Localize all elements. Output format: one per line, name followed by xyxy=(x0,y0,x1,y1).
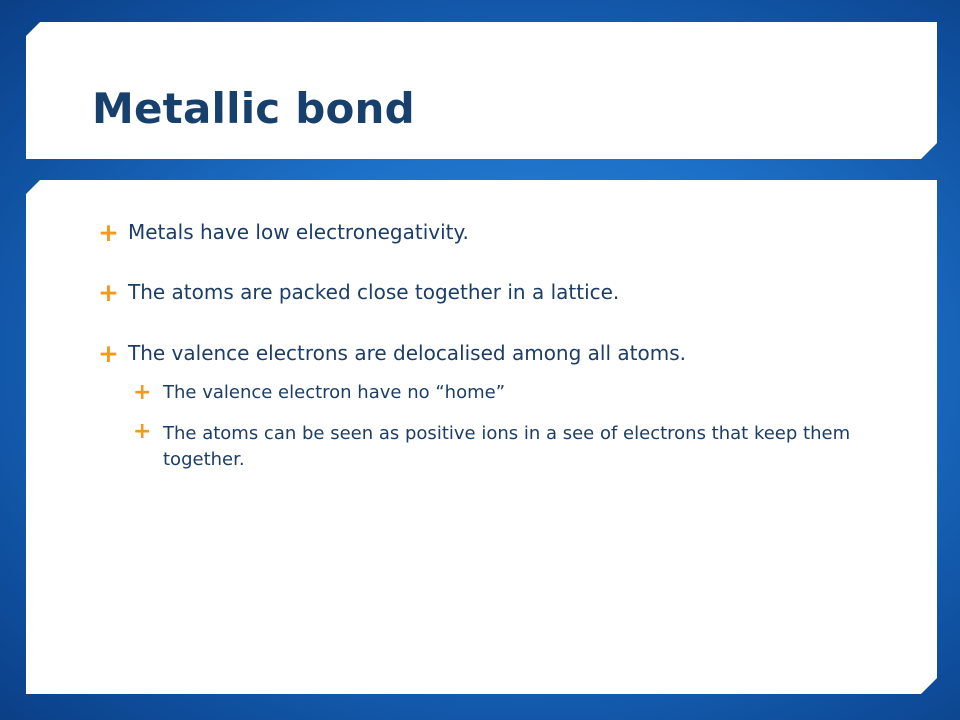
plus-icon: + xyxy=(98,218,119,247)
sub-bullet-text: The atoms can be seen as positive ions in a see of electrons that keep them together. xyxy=(163,423,851,470)
bullet-text: The atoms are packed close together in a lattice. xyxy=(128,280,620,304)
sub-bullet-item xyxy=(133,380,506,405)
slide-title: Metallic bond xyxy=(92,84,415,133)
bullet-item xyxy=(98,339,686,368)
bullet-text: The valence electrons are delocalised among all atoms. xyxy=(128,341,686,365)
bullet-item xyxy=(98,278,620,307)
bullet-text: Metals have low electronegativity. xyxy=(128,220,469,244)
sub-bullet-item xyxy=(133,419,883,473)
bullet-item xyxy=(98,218,469,247)
sub-bullet-text: The valence electron have no “home” xyxy=(163,382,506,403)
plus-icon: + xyxy=(98,339,119,368)
plus-icon: + xyxy=(98,278,119,307)
plus-icon: + xyxy=(133,380,152,405)
plus-icon: + xyxy=(133,419,152,444)
